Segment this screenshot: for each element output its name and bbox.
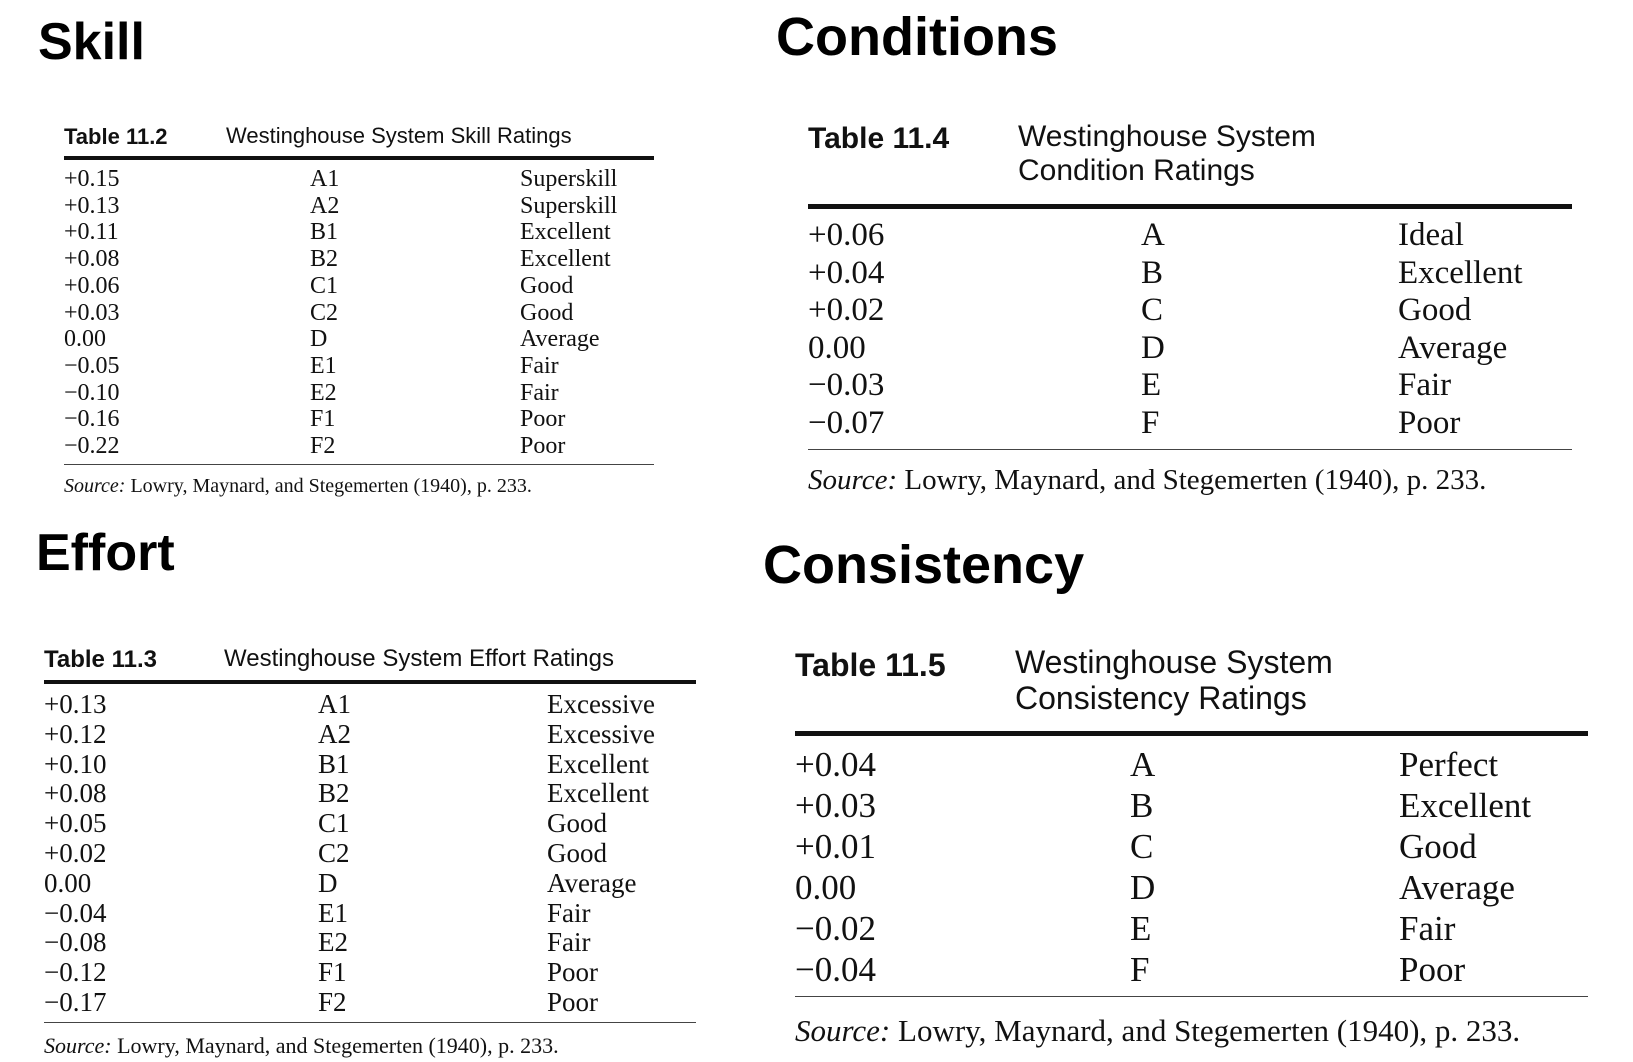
rating-code: A — [1130, 745, 1156, 784]
table-row — [795, 867, 1588, 908]
table-number: Table 11.2 — [64, 124, 168, 149]
table-title: Westinghouse System Condition Ratings — [1018, 120, 1316, 187]
table-row — [808, 330, 1572, 368]
table-row — [795, 785, 1588, 826]
table-row — [44, 839, 696, 869]
rating-code: D — [310, 326, 328, 353]
table-caption — [808, 120, 1572, 202]
table-row — [44, 928, 696, 958]
rating-label: Good — [547, 808, 607, 839]
table-caption — [795, 645, 1588, 729]
rating-code: A1 — [310, 166, 340, 192]
rating-value: −0.04 — [795, 950, 876, 989]
rating-value: +0.04 — [808, 254, 885, 291]
rating-code: F — [1141, 404, 1160, 441]
rating-label: Good — [520, 272, 574, 299]
rating-label: Excessive — [547, 689, 655, 719]
rating-code: F2 — [318, 986, 347, 1017]
table-row — [64, 300, 654, 327]
rating-label: Excellent — [547, 778, 649, 809]
source-text: Lowry, Maynard, and Stegemerten (1940), p. 233. — [890, 1013, 1521, 1048]
rating-code: B1 — [310, 219, 339, 246]
rating-code: E2 — [318, 927, 348, 958]
source-label: Source: — [795, 1013, 891, 1048]
rating-label: Poor — [520, 433, 566, 460]
table-row — [44, 779, 696, 809]
rating-code: C1 — [318, 808, 350, 839]
effort-ratings-table-panel — [44, 646, 696, 1059]
skill-ratings-table-panel — [64, 124, 654, 498]
top-rule — [795, 731, 1588, 736]
table-row — [44, 988, 696, 1018]
top-rule — [808, 204, 1572, 209]
rating-value: −0.22 — [64, 433, 120, 460]
table-row — [44, 809, 696, 839]
rating-label: Superskill — [520, 192, 618, 219]
rating-label: Good — [1399, 827, 1477, 866]
source-text: Lowry, Maynard, and Stegemerten (1940), p. 233. — [897, 463, 1487, 496]
source-label: Source: — [44, 1032, 112, 1058]
table-row — [44, 750, 696, 780]
rating-code: E — [1130, 909, 1152, 948]
rating-label: Poor — [547, 986, 599, 1017]
rating-code: D — [1130, 868, 1156, 907]
rating-code: C — [1130, 827, 1154, 866]
rating-label: Excellent — [520, 219, 611, 246]
rating-value: +0.04 — [795, 745, 876, 784]
table-row — [795, 908, 1588, 949]
table-row — [64, 246, 654, 273]
rating-value: −0.17 — [44, 986, 107, 1017]
table-row — [44, 958, 696, 988]
table-caption — [64, 124, 654, 154]
conditions-ratings-table-panel — [808, 120, 1572, 497]
rating-code: B1 — [318, 748, 350, 779]
rating-code: C2 — [318, 837, 350, 868]
rating-value: +0.08 — [64, 246, 120, 273]
table-row — [795, 744, 1588, 785]
rating-label: Poor — [520, 406, 566, 433]
table-number: Table 11.3 — [44, 646, 157, 673]
table-row — [808, 405, 1572, 443]
source-note — [808, 464, 1572, 497]
source-label: Source: — [64, 474, 126, 497]
rating-label: Fair — [520, 352, 559, 379]
rating-code: D — [1141, 329, 1165, 366]
rating-code: A2 — [318, 718, 351, 749]
rating-label: Average — [547, 867, 637, 898]
rating-value: +0.11 — [64, 219, 119, 246]
table-row — [44, 720, 696, 750]
table-number: Table 11.4 — [808, 122, 950, 155]
table-row — [64, 166, 654, 193]
table-row — [795, 949, 1588, 990]
rating-label: Excellent — [520, 246, 611, 273]
ratings-table — [44, 690, 696, 1018]
table-row — [64, 273, 654, 300]
rating-label: Excellent — [547, 748, 649, 779]
rating-label: Fair — [547, 927, 591, 958]
rating-value: +0.12 — [44, 718, 107, 749]
table-row — [808, 255, 1572, 293]
rating-label: Average — [520, 326, 600, 353]
bottom-rule — [808, 449, 1572, 450]
rating-label: Excessive — [547, 718, 655, 749]
rating-value: +0.03 — [795, 786, 876, 825]
rating-code: B2 — [310, 246, 339, 273]
top-rule — [44, 680, 696, 684]
rating-value: −0.05 — [64, 352, 120, 379]
source-label: Source: — [808, 463, 898, 496]
rating-value: 0.00 — [795, 868, 857, 907]
rating-value: 0.00 — [44, 867, 92, 898]
table-row — [808, 292, 1572, 330]
rating-label: Good — [547, 837, 607, 868]
rating-code: B2 — [318, 778, 350, 809]
rating-value: +0.15 — [64, 166, 120, 192]
rating-code: C2 — [310, 299, 339, 326]
rating-code: F1 — [310, 406, 336, 433]
rating-code: A2 — [310, 192, 340, 219]
rating-value: +0.06 — [808, 217, 885, 253]
bottom-rule — [795, 996, 1588, 997]
rating-label: Ideal — [1398, 217, 1464, 253]
table-row — [64, 326, 654, 353]
rating-value: −0.08 — [44, 927, 107, 958]
rating-label: Superskill — [520, 166, 618, 192]
table-title: Westinghouse System Effort Ratings — [224, 645, 614, 672]
rating-code: A — [1141, 217, 1165, 253]
source-text: Lowry, Maynard, and Stegemerten (1940), p. 233. — [125, 474, 532, 497]
rating-code: B — [1130, 786, 1154, 825]
rating-code: F1 — [318, 957, 347, 988]
ratings-table — [808, 217, 1572, 443]
table-row — [64, 193, 654, 220]
source-note — [64, 475, 654, 498]
rating-code: E1 — [318, 897, 348, 928]
skill-heading: Skill — [38, 13, 145, 71]
rating-label: Poor — [547, 957, 599, 988]
source-note — [795, 1013, 1588, 1049]
rating-value: +0.06 — [64, 272, 120, 299]
rating-label: Excellent — [1398, 254, 1523, 291]
rating-label: Fair — [1398, 367, 1452, 404]
rating-value: 0.00 — [64, 326, 106, 353]
ratings-table — [795, 744, 1588, 990]
rating-value: +0.13 — [44, 689, 107, 719]
rating-value: −0.16 — [64, 406, 120, 433]
rating-value: −0.04 — [44, 897, 107, 928]
rating-value: −0.03 — [808, 367, 885, 404]
rating-value: +0.03 — [64, 299, 120, 326]
rating-label: Fair — [520, 379, 559, 406]
table-row — [44, 690, 696, 720]
source-note — [44, 1033, 696, 1059]
rating-label: Perfect — [1399, 745, 1499, 784]
rating-value: +0.02 — [808, 292, 885, 329]
table-row — [64, 353, 654, 380]
rating-code: F — [1130, 950, 1150, 989]
rating-label: Average — [1398, 329, 1508, 366]
table-row — [795, 826, 1588, 867]
rating-value: −0.10 — [64, 379, 120, 406]
rating-value: +0.02 — [44, 837, 107, 868]
rating-label: Fair — [1399, 909, 1456, 948]
table-row — [64, 433, 654, 460]
table-caption — [44, 646, 696, 678]
rating-label: Good — [1398, 292, 1472, 329]
rating-label: Poor — [1398, 404, 1461, 441]
table-row — [64, 406, 654, 433]
rating-code: E2 — [310, 379, 337, 406]
table-row — [808, 367, 1572, 405]
table-title: Westinghouse System Consistency Ratings — [1015, 644, 1333, 716]
rating-label: Good — [520, 299, 574, 326]
conditions-heading: Conditions — [776, 7, 1058, 67]
rating-code: B — [1141, 254, 1164, 291]
table-title: Westinghouse System Skill Ratings — [226, 123, 572, 148]
table-row — [64, 219, 654, 246]
bottom-rule — [44, 1022, 696, 1023]
rating-label: Fair — [547, 897, 591, 928]
rating-value: +0.05 — [44, 808, 107, 839]
rating-value: −0.07 — [808, 404, 885, 441]
table-row — [44, 869, 696, 899]
rating-value: −0.02 — [795, 909, 876, 948]
bottom-rule — [64, 464, 654, 465]
ratings-table — [64, 166, 654, 460]
rating-value: −0.12 — [44, 957, 107, 988]
rating-value: +0.08 — [44, 778, 107, 809]
consistency-ratings-table-panel — [795, 645, 1588, 1049]
table-row — [44, 899, 696, 929]
table-row — [64, 380, 654, 407]
rating-code: D — [318, 867, 338, 898]
rating-code: C — [1141, 292, 1164, 329]
rating-label: Excellent — [1399, 786, 1532, 825]
source-text: Lowry, Maynard, and Stegemerten (1940), p. 233. — [111, 1032, 559, 1058]
table-number: Table 11.5 — [795, 647, 946, 683]
rating-label: Average — [1399, 868, 1515, 907]
rating-code: F2 — [310, 433, 336, 460]
top-rule — [64, 156, 654, 160]
rating-value: +0.13 — [64, 192, 120, 219]
rating-code: C1 — [310, 272, 339, 299]
rating-code: E — [1141, 367, 1162, 404]
rating-code: E1 — [310, 352, 337, 379]
rating-label: Poor — [1399, 950, 1466, 989]
rating-value: 0.00 — [808, 329, 866, 366]
consistency-heading: Consistency — [763, 535, 1085, 595]
rating-value: +0.10 — [44, 748, 107, 779]
table-row — [808, 217, 1572, 255]
rating-value: +0.01 — [795, 827, 876, 866]
rating-code: A1 — [318, 689, 351, 719]
effort-heading: Effort — [36, 524, 175, 582]
